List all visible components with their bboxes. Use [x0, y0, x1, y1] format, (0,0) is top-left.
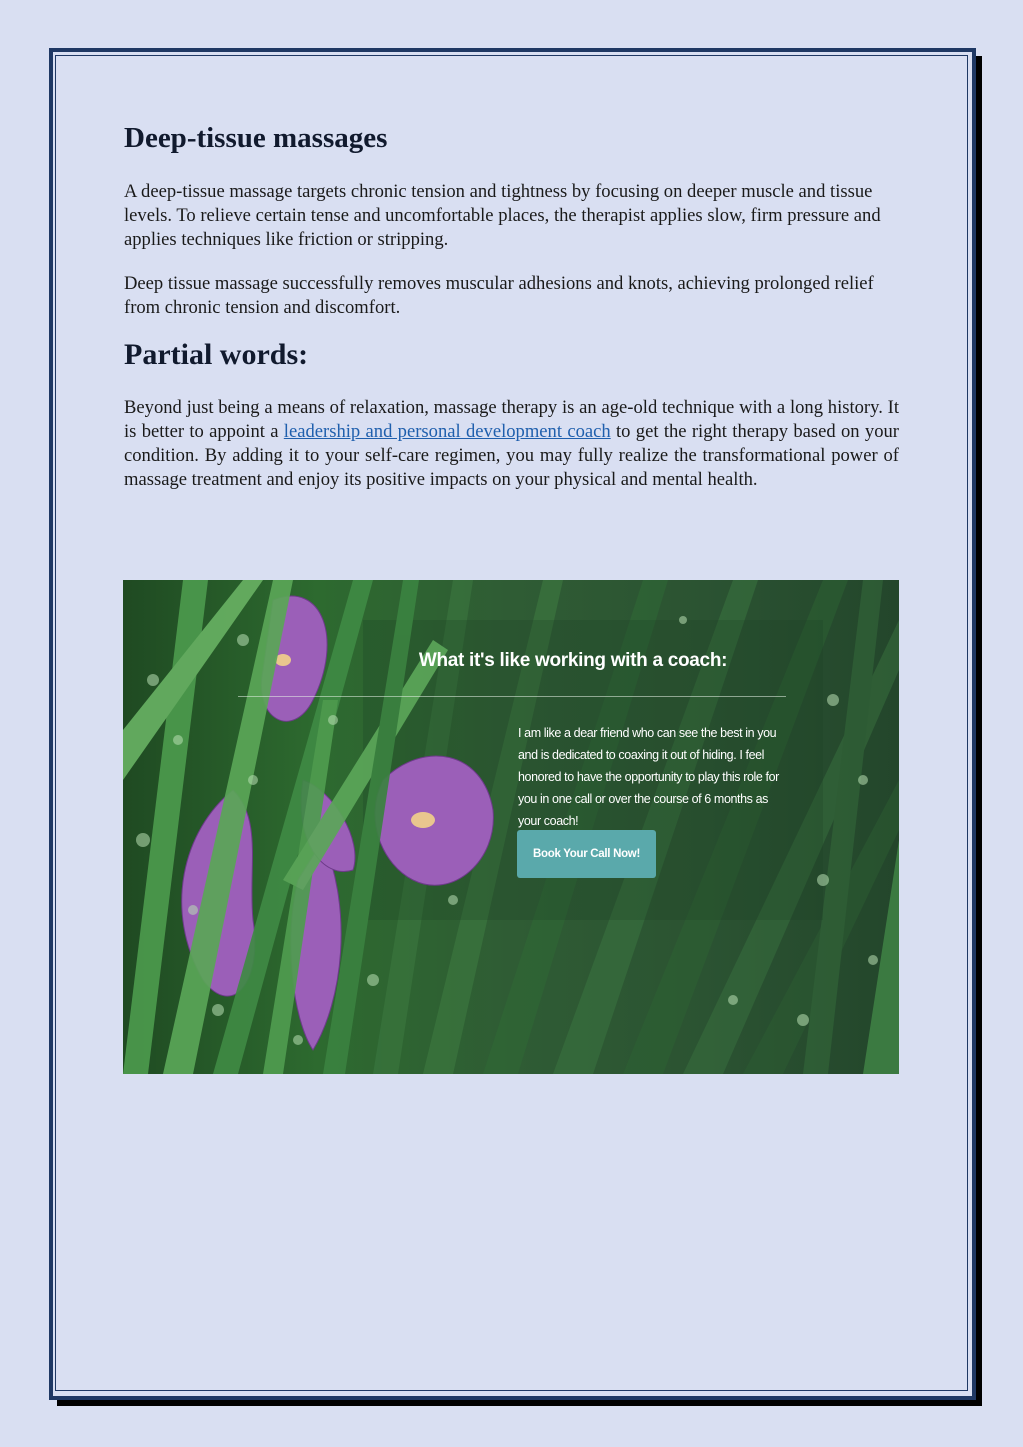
heading-deep-tissue: Deep-tissue massages [124, 122, 388, 154]
paragraph-partial-words [124, 396, 899, 492]
promo-body-text: I am like a dear friend who can see the best in you and is dedicated to coaxing it out of hiding. I feel honored to have the opportunity to play this role for you in one call or over the course of 6 months as your coach! [518, 726, 779, 828]
coach-promo-image [123, 580, 899, 1074]
paragraph-deep-tissue-2: Deep tissue massage successfully removes muscular adhesions and knots, achieving prolonged relief from chronic tension and discomfort. [124, 273, 874, 318]
promo-title: What it's like working with a coach: [418, 650, 728, 671]
promo-divider [238, 696, 786, 697]
paragraph-text-before-link: Beyond just being a means of relaxation, massage therapy is an age-old technique with a long history. It is better to appoint a [124, 397, 899, 442]
coach-link[interactable]: leadership and personal development coach [283, 421, 611, 442]
paragraph-text-after-link: to get the right therapy based on your condition. By adding it to your self-care regimen, you may fully realize the transformational power of massage treatment and enjoy its positive impacts on your physical and mental health. [124, 421, 899, 490]
paragraph-deep-tissue-1: A deep-tissue massage targets chronic tension and tightness by focusing on deeper muscle and tissue levels. To relieve certain tense and uncomfortable places, the therapist applies slow, firm pressure and applies techniques like friction or stripping. [124, 181, 881, 250]
heading-partial-words: Partial words: [124, 338, 309, 371]
book-call-button[interactable]: Book Your Call Now! [517, 830, 656, 878]
